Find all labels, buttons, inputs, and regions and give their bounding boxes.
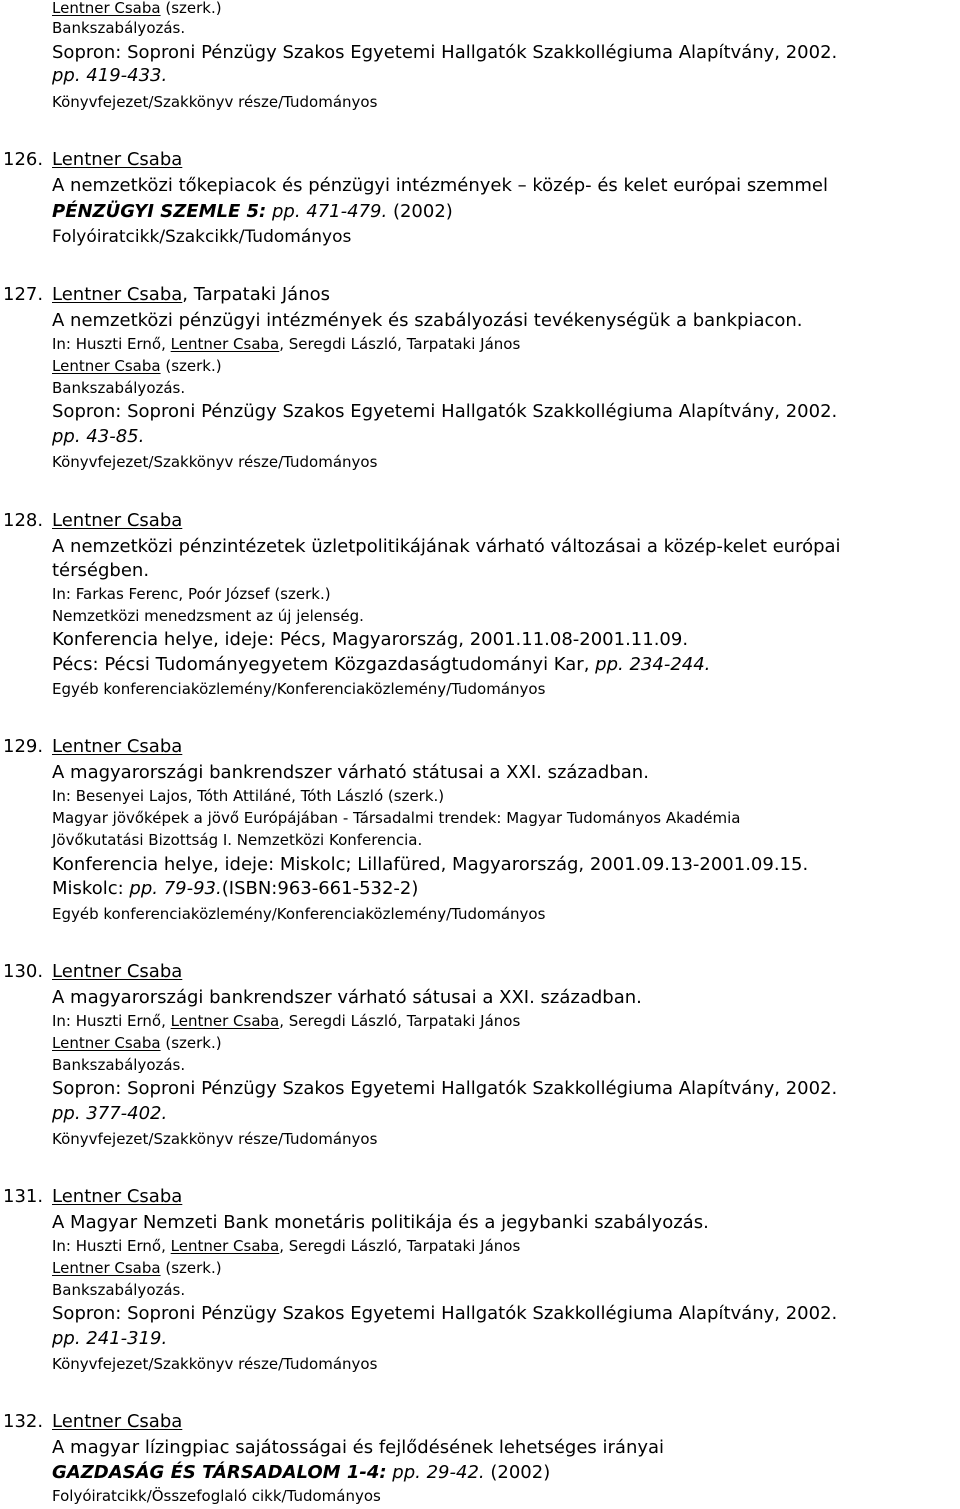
author-line [52,962,182,983]
pages: pp. 29-42. [392,1462,485,1483]
entry-number: 131. [3,1186,44,1207]
publication-type: Könyvfejezet/Szakkönyv része/Tudományos [52,1355,378,1373]
conference-line: Konferencia helye, ideje: Pécs, Magyarország, 2001.11.08-2001.11.09. [52,629,689,650]
publisher: Sopron: Soproni Pénzügy Szakos Egyetemi Hallgatók Szakkollégiuma Alapítvány, 2002. [52,401,838,422]
isbn: (ISBN:963-661-532-2) [221,878,419,899]
author-link[interactable]: Lentner Csaba [52,357,161,375]
pages: pp. 43-85. [52,426,145,447]
editor-line [52,1035,222,1052]
editor-suffix: (szerk.) [165,0,222,17]
publication-type: Egyéb konferenciaközlemény/Konferenciaközlemény/Tudományos [52,905,546,923]
entry-title: A Magyar Nemzeti Bank monetáris politikája és a jegybanki szabályozás. [52,1212,709,1233]
publisher [52,655,710,676]
journal-line [52,1463,550,1484]
coauthors: , Tarpataki János [182,284,331,305]
entry-number: 127. [3,284,44,305]
in-line [52,336,520,353]
author-link[interactable]: Lentner Csaba [52,1259,161,1277]
author-link[interactable]: Lentner Csaba [52,149,183,170]
author-link[interactable]: Lentner Csaba [52,1034,161,1052]
publisher [52,879,418,900]
journal-name: PÉNZÜGYI SZEMLE 5: [52,201,267,222]
editor-suffix: (szerk.) [165,357,222,375]
author-link[interactable]: Lentner Csaba [52,961,183,982]
author-link[interactable]: Lentner Csaba [52,510,183,531]
book-title: Bankszabályozás. [52,1281,186,1299]
entry-title: A magyarországi bankrendszer várható sátusai a XXI. században. [52,987,642,1008]
author-link[interactable]: Lentner Csaba [52,1186,183,1207]
year: (2002) [490,1462,551,1483]
entry-title-cont: térségben. [52,560,150,581]
entry-number: 130. [3,961,44,982]
author-line [52,285,330,306]
editor-suffix: (szerk.) [165,1034,222,1052]
journal-line [52,202,453,223]
pages: pp. 241-319. [52,1328,168,1349]
entry-title: A magyar lízingpiac sajátosságai és fejlődésének lehetséges irányai [52,1437,665,1458]
author-link[interactable]: Lentner Csaba [170,1012,280,1030]
pages: pp. 377-402. [52,1103,168,1124]
entry-number: 132. [3,1411,44,1432]
in-prefix: In: Huszti Ernő, [52,335,166,353]
publisher-name: Pécs: Pécsi Tudományegyetem Közgazdaságtudományi Kar, [52,654,590,675]
publication-type: Könyvfejezet/Szakkönyv része/Tudományos [52,1130,378,1148]
entry-title: A nemzetközi tőkepiacok és pénzügyi intézmények – közép- és kelet európai szemmel [52,175,828,196]
author-link[interactable]: Lentner Csaba [170,335,280,353]
in-prefix: In: Huszti Ernő, [52,1237,166,1255]
author-link[interactable]: Lentner Csaba [52,0,161,17]
in-line: In: Besenyei Lajos, Tóth Attiláné, Tóth László (szerk.) [52,787,445,805]
pages: pp. 234-244. [595,654,711,675]
journal-name: GAZDASÁG ÉS TÁRSADALOM 1-4: [52,1462,387,1483]
pages: pp. 419-433. [52,65,168,86]
publication-type: Folyóiratcikk/Szakcikk/Tudományos [52,227,352,247]
author-link[interactable]: Lentner Csaba [52,284,183,305]
publication-type: Könyvfejezet/Szakkönyv része/Tudományos [52,93,378,111]
author-link[interactable]: Lentner Csaba [52,736,183,757]
author-line [52,150,182,171]
in-line [52,1238,520,1255]
pages: pp. 79-93. [129,878,222,899]
in-line [52,1013,520,1030]
book-title: Bankszabályozás. [52,1056,186,1074]
pages: pp. 471-479. [271,201,388,222]
entry-title: A nemzetközi pénzügyi intézmények és szabályozási tevékenységük a bankpiacon. [52,310,803,331]
entry-number: 126. [3,149,44,170]
book-title: Nemzetközi menedzsment az új jelenség. [52,607,364,625]
author-link[interactable]: Lentner Csaba [52,1411,183,1432]
book-title: Bankszabályozás. [52,19,186,37]
publisher: Sopron: Soproni Pénzügy Szakos Egyetemi Hallgatók Szakkollégiuma Alapítvány, 2002. [52,1303,838,1324]
publisher: Sopron: Soproni Pénzügy Szakos Egyetemi Hallgatók Szakkollégiuma Alapítvány, 2002. [52,42,838,63]
in-prefix: In: Huszti Ernő, [52,1012,166,1030]
author-line [52,511,182,532]
in-rest: , Seregdi László, Tarpataki János [279,1012,521,1030]
entry-title: A nemzetközi pénzintézetek üzletpolitikájának várható változásai a közép-kelet európai [52,536,841,557]
editor-line [52,358,222,375]
in-line: In: Farkas Ferenc, Poór József (szerk.) [52,585,331,603]
book-title: Bankszabályozás. [52,379,186,397]
year: (2002) [392,201,453,222]
publication-type: Könyvfejezet/Szakkönyv része/Tudományos [52,453,378,471]
publication-type: Egyéb konferenciaközlemény/Konferenciaközlemény/Tudományos [52,680,546,698]
book-title: Magyar jövőképek a jövő Európájában - Társadalmi trendek: Magyar Tudományos Akadémia [52,809,741,827]
editor-suffix: (szerk.) [165,1259,222,1277]
author-line [52,1412,182,1433]
author-line [52,1187,182,1208]
author-link[interactable]: Lentner Csaba [170,1237,280,1255]
editor-line [52,0,222,17]
in-rest: , Seregdi László, Tarpataki János [279,1237,521,1255]
entry-title: A magyarországi bankrendszer várható státusai a XXI. században. [52,762,649,783]
publisher-name: Miskolc: [52,878,124,899]
in-rest: , Seregdi László, Tarpataki János [279,335,521,353]
publication-type: Folyóiratcikk/Összefoglaló cikk/Tudományos [52,1487,381,1505]
conference-line: Konferencia helye, ideje: Miskolc; Lillafüred, Magyarország, 2001.09.13-2001.09.15. [52,854,809,875]
entry-number: 128. [3,510,44,531]
publisher: Sopron: Soproni Pénzügy Szakos Egyetemi Hallgatók Szakkollégiuma Alapítvány, 2002. [52,1078,838,1099]
book-title-cont: Jövőkutatási Bizottság I. Nemzetközi Konferencia. [52,831,423,849]
author-line [52,737,182,758]
editor-line [52,1260,222,1277]
entry-number: 129. [3,736,44,757]
